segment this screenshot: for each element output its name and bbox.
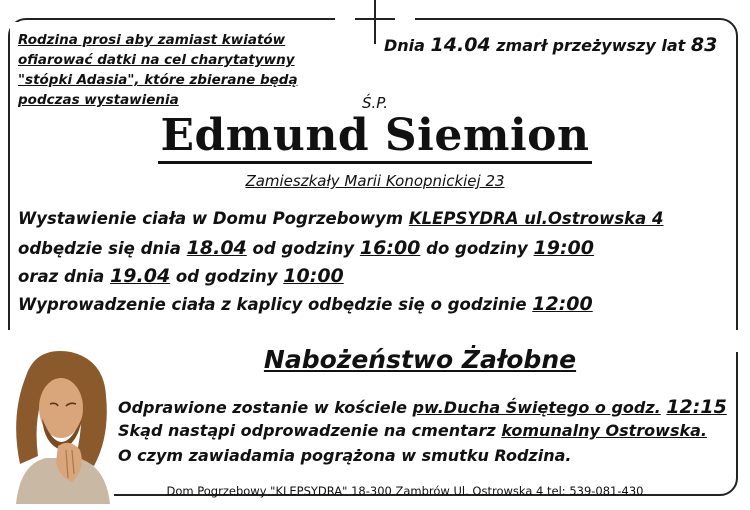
notice-line: podczas wystawienia [18, 92, 179, 108]
death-prefix: Dnia [384, 36, 425, 55]
viewing-line-1: Wystawienie ciała w Domu Pogrzebowym KLEPSYDRA ul.Ostrowska 4 [18, 209, 664, 228]
deceased-name: Edmund Siemion [0, 110, 750, 161]
cross-icon [374, 0, 376, 44]
mass-line-2: Skąd nastąpi odprowadzenie na cmentarz komunalny Ostrowska. [118, 421, 707, 440]
funeral-home-place: KLEPSYDRA ul.Ostrowska 4 [408, 209, 664, 228]
procession-time: 12:00 [532, 293, 593, 315]
viewing-line-3: oraz dnia 19.04 od godziny 10:00 [18, 265, 344, 287]
viewing-to-1: 19:00 [533, 237, 594, 259]
mass-line-1: Odprawione zostanie w kościele pw.Ducha Świętego o godz. 12:15 [118, 396, 727, 418]
notice-line: Rodzina prosi aby zamiast kwiatów [18, 32, 286, 48]
notice-line: "stópki Adasia", które zbierane będą [18, 72, 298, 88]
death-middle: zmarł przeżywszy lat [496, 36, 686, 55]
viewing-from-1: 16:00 [359, 237, 421, 259]
death-info [384, 34, 717, 56]
mass-line-3: O czym zawiadamia pogrążona w smutku Rodzina. [118, 446, 572, 465]
death-date: 14.04 [430, 34, 491, 56]
viewing-line-2: odbędzie się dnia 18.04 od godziny 16:00 do godziny 19:00 [18, 237, 594, 259]
viewing-date-2: 19.04 [110, 265, 171, 287]
viewing-from-2: 10:00 [283, 265, 344, 287]
viewing-date-1: 18.04 [186, 237, 247, 259]
notice-line: ofiarować datki na cel charytatywny [18, 52, 295, 68]
footer-contact: Dom Pogrzebowy "KLEPSYDRA" 18-300 Zambrów Ul. Ostrowska 4 tel: 539-081-430 [166, 484, 644, 498]
cross-icon-bar [355, 18, 395, 20]
mass-title: Nabożeństwo Żałobne [263, 345, 577, 374]
death-age: 83 [690, 34, 718, 56]
church-name: pw.Ducha Świętego o godz. [412, 398, 661, 417]
mass-time: 12:15 [666, 396, 727, 418]
cemetery-name: komunalny Ostrowska. [501, 421, 707, 440]
address: Zamieszkały Marii Konopnickiej 23 [245, 172, 505, 190]
procession-line: Wyprowadzenie ciała z kaplicy odbędzie się o godzinie 12:00 [18, 293, 593, 315]
honorific: Ś.P. [361, 94, 389, 112]
